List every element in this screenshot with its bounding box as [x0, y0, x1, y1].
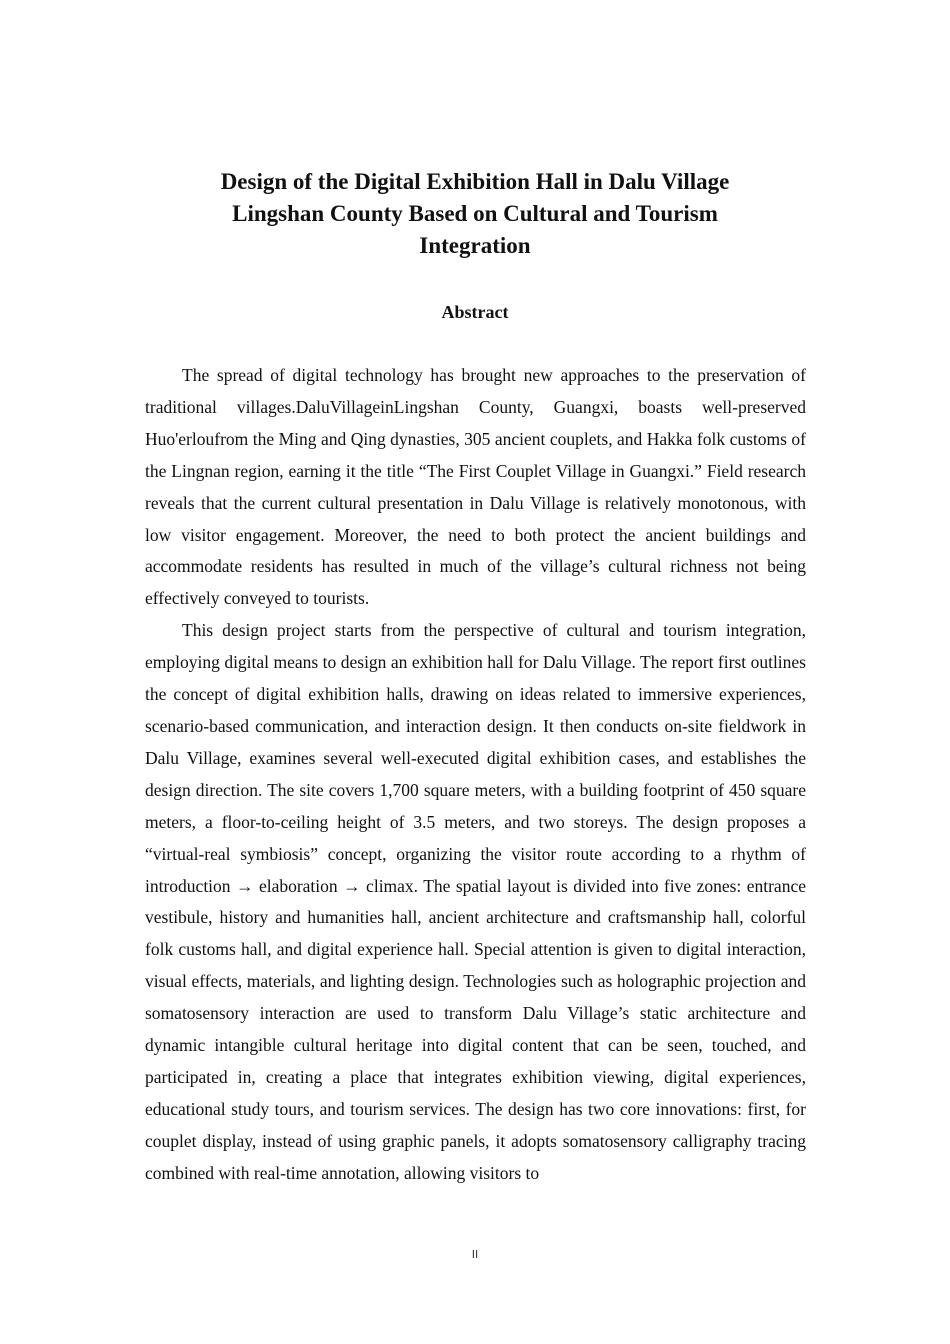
- abstract-paragraph-2: This design project starts from the perspective of cultural and tourism integration, employing digital means to design an exhibition hall for Dalu Village. The report first outlines the concept of digital exhibition halls, drawing on ideas related to immersive experiences, scenario-based communication, and interaction design. It then conducts on-site fieldwork in Dalu Village, examines several well-executed digital exhibition cases, and establishes the design direction. The site covers 1,700 square meters, with a building footprint of 450 square meters, a floor-to-ceiling height of 3.5 meters, and two storeys. The design proposes a “virtual-real symbiosis” concept, organizing the visitor route according to a rhythm of introduction → elaboration → climax. The spatial layout is divided into five zones: entrance vestibule, history and humanities hall, ancient architecture and craftsmanship hall, colorful folk customs hall, and digital experience hall. Special attention is given to digital interaction, visual effects, materials, and lighting design. Technologies such as holographic projection and somatosensory interaction are used to transform Dalu Village’s static architecture and dynamic intangible cultural heritage into digital content that can be seen, touched, and participated in, creating a place that integrates exhibition viewing, digital experiences, educational study tours, and tourism services. The design has two core innovations: first, for couplet display, instead of using graphic panels, it adopts somatosensory calligraphy tracing combined with real-time annotation, allowing visitors to: [145, 620, 806, 1183]
- title-line-1: Design of the Digital Exhibition Hall in Dalu Village: [220, 169, 730, 194]
- abstract-heading: Abstract: [441, 302, 509, 322]
- title-line-3: Integration: [419, 233, 531, 258]
- paper-title: [145, 166, 805, 262]
- page-number: II: [471, 1248, 479, 1261]
- title-line-2: Lingshan County Based on Cultural and Tourism: [232, 201, 718, 226]
- abstract-body: [145, 360, 806, 1190]
- abstract-paragraph-1: The spread of digital technology has brought new approaches to the preservation of traditional villages.DaluVillageinLingshan County, Guangxi, boasts well-preserved Huo'erloufrom the Ming and Qing dynasties, 305 ancient couplets, and Hakka folk customs of the Lingnan region, earning it the title “The First Couplet Village in Guangxi.” Field research reveals that the current cultural presentation in Dalu Village is relatively monotonous, with low visitor engagement. Moreover, the need to both protect the ancient buildings and accommodate residents has resulted in much of the village’s cultural richness not being effectively conveyed to tourists.: [145, 365, 806, 609]
